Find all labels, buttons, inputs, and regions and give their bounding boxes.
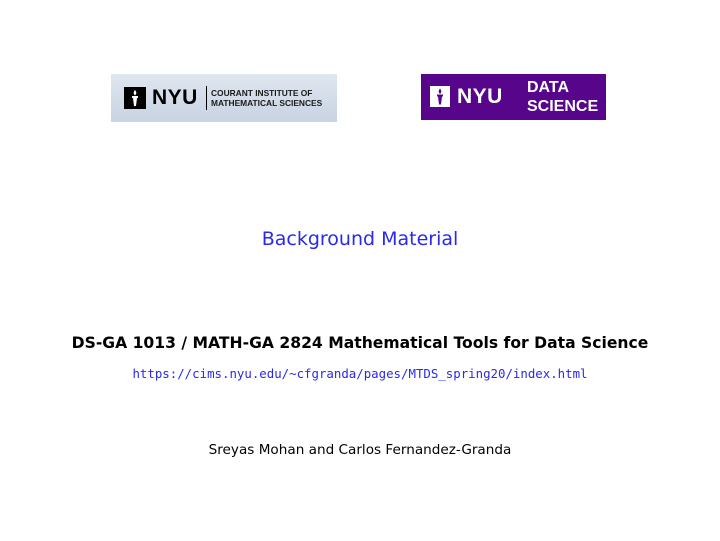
course-name: DS-GA 1013 / MATH-GA 2824 Mathematical Tools for Data Science [71,334,649,352]
data-science-name [527,78,598,116]
logo-divider [206,86,207,110]
nyu-data-science-logo [421,74,606,120]
institute-line-1: COURANT INSTITUTE OF [211,88,313,98]
slide-title: Background Material [261,228,459,250]
nyu-wordmark: NYU [457,85,503,108]
nyu-torch-icon [430,86,450,107]
courant-institute-logo [111,74,337,122]
authors: Sreyas Mohan and Carlos Fernandez-Granda [208,442,512,458]
nyu-torch-icon [124,87,146,109]
institute-name [211,88,322,108]
data-science-line-1: DATA [527,79,570,96]
course-url-link[interactable]: https://cims.nyu.edu/~cfgranda/pages/MTDS_spring20/index.html [132,366,588,381]
data-science-line-2: SCIENCE [527,98,599,115]
institute-line-2: MATHEMATICAL SCIENCES [211,98,323,108]
nyu-wordmark: NYU [152,86,198,109]
